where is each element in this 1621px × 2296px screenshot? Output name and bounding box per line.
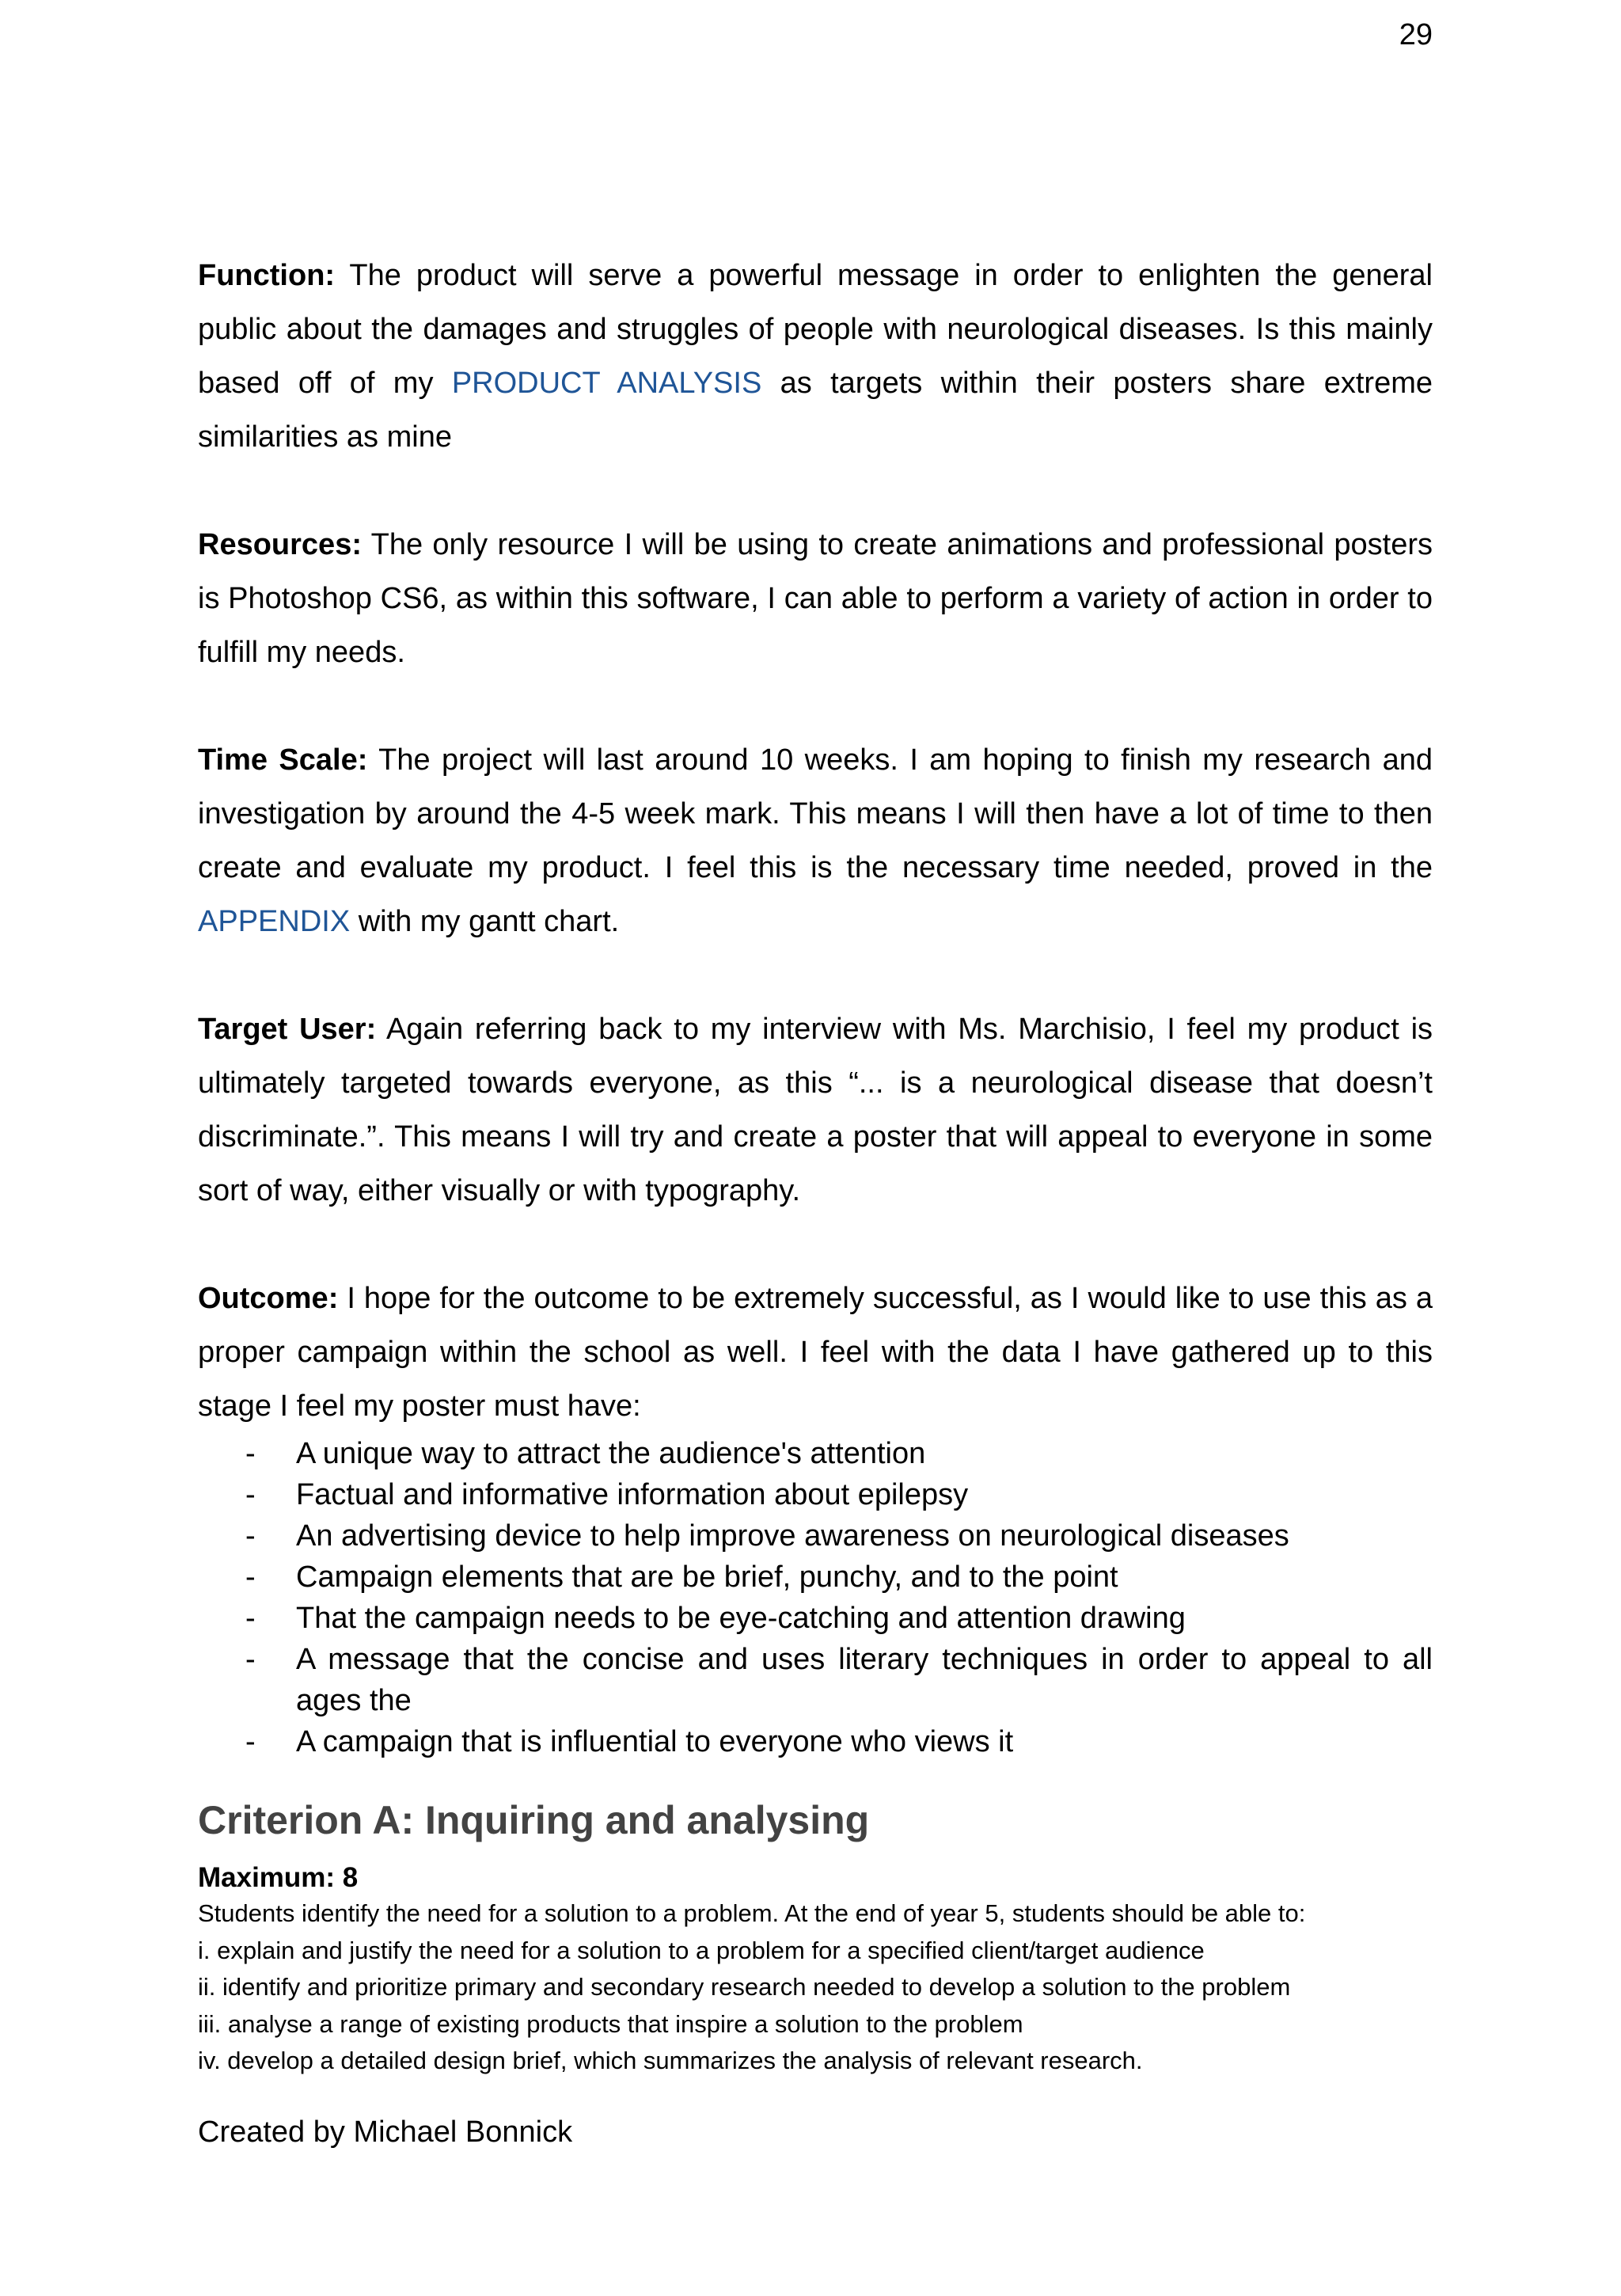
list-item <box>198 1639 1433 1721</box>
function-text-after: as targets within their posters share extreme similarities as mine <box>198 367 1433 454</box>
list-item-text: Campaign elements that are be brief, punchy, and to the point <box>296 1560 1118 1594</box>
page-number: 29 <box>1399 18 1433 51</box>
criterion-line: iii. analyse a range of existing products that inspire a solution to the problem <box>198 2009 1023 2038</box>
criterion-line: Students identify the need for a solution to a problem. At the end of year 5, students should be able to: <box>198 1899 1306 1927</box>
bullet-dash: - <box>245 1478 256 1511</box>
list-item-text: A message that the concise and uses literary techniques in order to appeal to all ages the <box>296 1643 1433 1717</box>
target-user-label: Target User: <box>198 1013 377 1046</box>
outcome-paragraph <box>198 1272 1433 1433</box>
bullet-dash: - <box>245 1560 256 1594</box>
criterion-heading: Criterion A: Inquiring and analysing <box>198 1798 870 1842</box>
bullet-dash: - <box>245 1725 256 1758</box>
criterion-line: ii. identify and prioritize primary and secondary research needed to develop a solution to the problem <box>198 1973 1291 2001</box>
time-scale-text-after: with my gantt chart. <box>350 905 620 938</box>
outcome-bullet-list <box>198 1433 1433 1762</box>
list-item <box>198 1721 1433 1762</box>
author-credit: Created by Michael Bonnick <box>198 2115 573 2149</box>
time-scale-label: Time Scale: <box>198 743 368 777</box>
function-text-before: The product will serve a powerful message in order to enlighten the general public about the damages and struggles of people with neurological diseases. Is this mainly based off of my <box>198 259 1433 400</box>
resources-label: Resources: <box>198 528 362 561</box>
function-label: Function: <box>198 259 336 292</box>
list-item-text: That the campaign needs to be eye-catching and attention drawing <box>296 1602 1186 1635</box>
resources-text: The only resource I will be using to create animations and professional posters is Photoshop CS6, as within this software, I can able to perform a variety of action in order to fulfill my needs. <box>198 528 1433 669</box>
bullet-dash: - <box>245 1602 256 1635</box>
document-body <box>198 249 1433 2153</box>
list-item-text: A campaign that is influential to everyone who views it <box>296 1725 1014 1758</box>
list-item <box>198 1515 1433 1557</box>
target-user-text: Again referring back to my interview with Ms. Marchisio, I feel my product is ultimately targeted towards everyone, as this “... is a neurological disease that doesn’t discriminate.”. This means I will try and create a poster that will appeal to everyone in some sort of way, either visually or with typography. <box>198 1013 1433 1207</box>
criterion-description <box>198 1895 1433 2080</box>
criterion-line: iv. develop a detailed design brief, which summarizes the analysis of relevant research. <box>198 2047 1143 2075</box>
product-analysis-link[interactable]: PRODUCT ANALYSIS <box>451 367 762 400</box>
criterion-line: i. explain and justify the need for a solution to a problem for a specified client/target audience <box>198 1936 1205 1964</box>
resources-paragraph <box>198 518 1433 679</box>
list-item <box>198 1598 1433 1639</box>
criterion-maximum: Maximum: 8 <box>198 1862 359 1893</box>
time-scale-paragraph <box>198 733 1433 948</box>
bullet-dash: - <box>245 1643 256 1676</box>
list-item <box>198 1474 1433 1515</box>
list-item <box>198 1557 1433 1598</box>
outcome-text: I hope for the outcome to be extremely successful, as I would like to use this as a proper campaign within the school as well. I feel with the data I have gathered up to this stage I feel my poster must have: <box>198 1282 1433 1423</box>
target-user-paragraph <box>198 1002 1433 1218</box>
appendix-link[interactable]: APPENDIX <box>198 905 351 938</box>
list-item-text: An advertising device to help improve awareness on neurological diseases <box>296 1519 1289 1553</box>
function-paragraph <box>198 249 1433 464</box>
list-item-text: A unique way to attract the audience's attention <box>296 1437 926 1470</box>
list-item-text: Factual and informative information about epilepsy <box>296 1478 969 1511</box>
bullet-dash: - <box>245 1519 256 1553</box>
list-item <box>198 1433 1433 1474</box>
time-scale-text-before: The project will last around 10 weeks. I am hoping to finish my research and investigation by around the 4-5 week mark. This means I will then have a lot of time to then create and evaluate my product. I feel this is the necessary time needed, proved in the <box>198 743 1433 884</box>
bullet-dash: - <box>245 1437 256 1470</box>
outcome-label: Outcome: <box>198 1282 339 1315</box>
